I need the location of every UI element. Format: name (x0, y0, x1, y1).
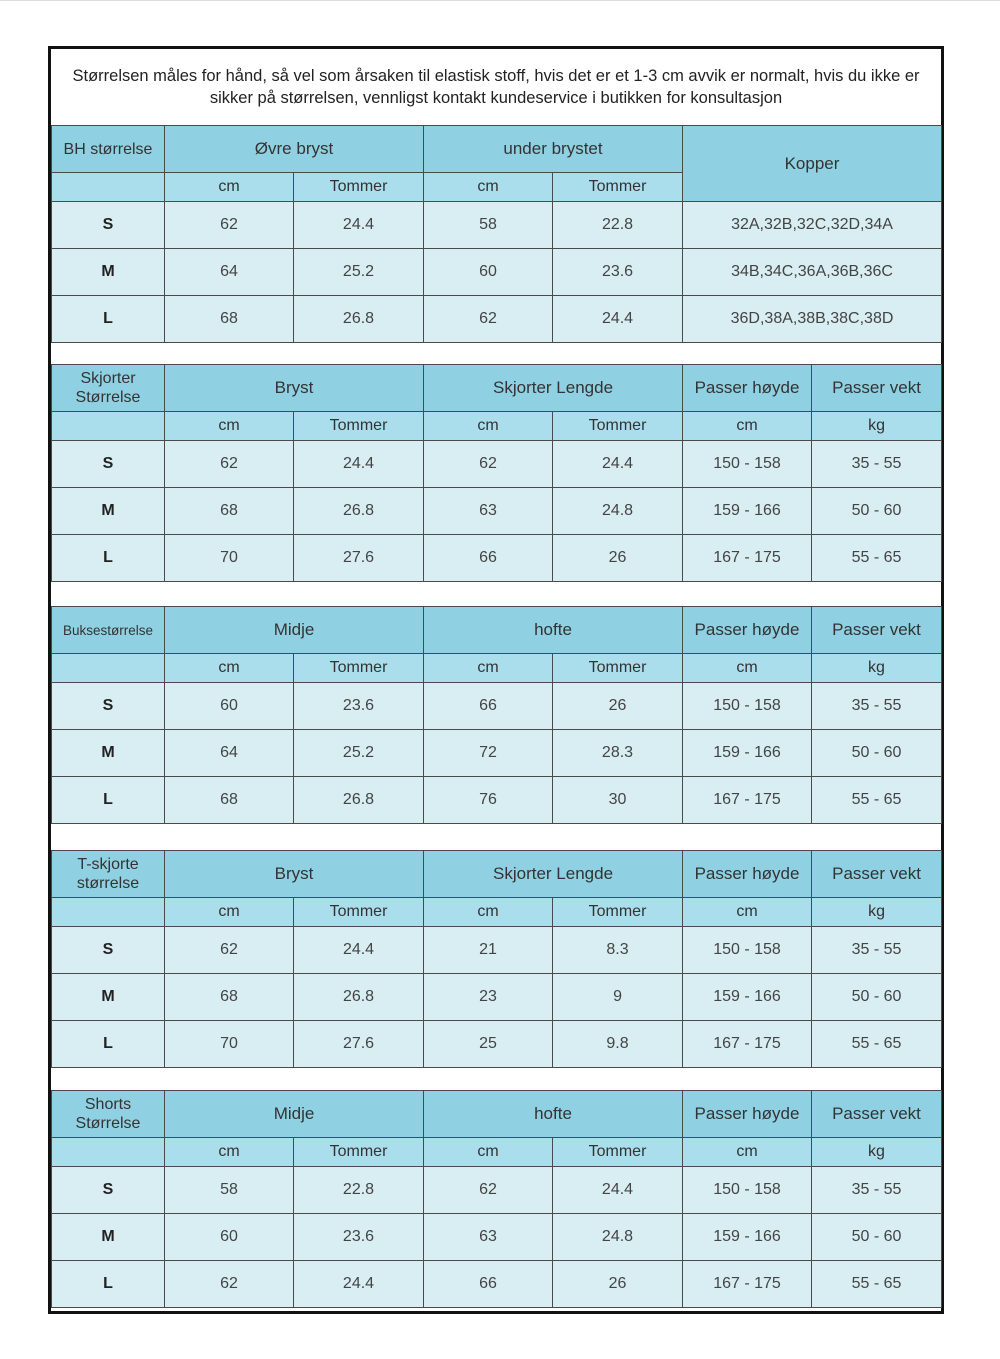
table-title: Buksestørrelse (52, 607, 165, 654)
unit-cell: kg (812, 654, 942, 683)
value-cell: 68 (165, 488, 294, 535)
unit-cell: Tommer (553, 173, 683, 202)
unit-cell: kg (812, 1138, 942, 1167)
unit-cell-blank (52, 1138, 165, 1167)
value-cell: 36D,38A,38B,38C,38D (683, 296, 942, 343)
value-cell: 23.6 (294, 1214, 424, 1261)
value-cell: 63 (424, 1214, 553, 1261)
value-cell: 150 - 158 (683, 441, 812, 488)
value-cell: 159 - 166 (683, 730, 812, 777)
column-header: Passer høyde (683, 851, 812, 898)
table-title: Skjorter Størrelse (52, 365, 165, 412)
page-edge-lines (0, 0, 1000, 48)
unit-cell: cm (165, 412, 294, 441)
value-cell: 60 (424, 249, 553, 296)
value-cell: 159 - 166 (683, 488, 812, 535)
value-cell: 68 (165, 296, 294, 343)
table-row (52, 683, 942, 730)
table-title: Shorts Størrelse (52, 1091, 165, 1138)
value-cell: 35 - 55 (812, 927, 942, 974)
table-row (52, 1167, 942, 1214)
value-cell: 27.6 (294, 1021, 424, 1068)
size-cell: L (52, 1261, 165, 1308)
column-header: Bryst (165, 851, 424, 898)
table-row (52, 296, 942, 343)
table-row (52, 927, 942, 974)
value-cell: 62 (165, 202, 294, 249)
unit-cell: cm (424, 654, 553, 683)
value-cell: 34B,34C,36A,36B,36C (683, 249, 942, 296)
size-cell: M (52, 1214, 165, 1261)
value-cell: 25 (424, 1021, 553, 1068)
value-cell: 24.8 (553, 488, 683, 535)
column-header: Skjorter Lengde (424, 851, 683, 898)
unit-cell: Tommer (294, 654, 424, 683)
value-cell: 68 (165, 974, 294, 1021)
column-header: Bryst (165, 365, 424, 412)
value-cell: 66 (424, 535, 553, 582)
size-cell: L (52, 535, 165, 582)
table-row (52, 1214, 942, 1261)
table-title: T-skjorte størrelse (52, 851, 165, 898)
size-cell: M (52, 974, 165, 1021)
unit-cell-blank (52, 412, 165, 441)
value-cell: 159 - 166 (683, 974, 812, 1021)
value-cell: 60 (165, 683, 294, 730)
value-cell: 58 (424, 202, 553, 249)
value-cell: 50 - 60 (812, 730, 942, 777)
size-cell: S (52, 202, 165, 249)
size-chart-frame (48, 46, 944, 1314)
table-row (52, 730, 942, 777)
column-header: Midje (165, 607, 424, 654)
table-row (52, 777, 942, 824)
value-cell: 62 (424, 441, 553, 488)
table-row (52, 974, 942, 1021)
table-row (52, 441, 942, 488)
value-cell: 60 (165, 1214, 294, 1261)
size-cell: S (52, 927, 165, 974)
column-header: Passer høyde (683, 1091, 812, 1138)
bra-size-table (51, 125, 942, 343)
value-cell: 167 - 175 (683, 777, 812, 824)
unit-cell: cm (683, 898, 812, 927)
value-cell: 26 (553, 535, 683, 582)
value-cell: 76 (424, 777, 553, 824)
value-cell: 24.4 (553, 441, 683, 488)
column-header: Passer høyde (683, 365, 812, 412)
column-header: Skjorter Lengde (424, 365, 683, 412)
value-cell: 9 (553, 974, 683, 1021)
unit-cell: Tommer (294, 898, 424, 927)
size-cell: L (52, 296, 165, 343)
unit-cell-blank (52, 654, 165, 683)
value-cell: 9.8 (553, 1021, 683, 1068)
value-cell: 26.8 (294, 974, 424, 1021)
column-header: Midje (165, 1091, 424, 1138)
value-cell: 30 (553, 777, 683, 824)
column-header: Passer vekt (812, 1091, 942, 1138)
value-cell: 55 - 65 (812, 1021, 942, 1068)
size-cell: L (52, 777, 165, 824)
value-cell: 8.3 (553, 927, 683, 974)
value-cell: 167 - 175 (683, 1021, 812, 1068)
value-cell: 21 (424, 927, 553, 974)
table-title: BH størrelse (52, 126, 165, 173)
table-row (52, 1261, 942, 1308)
value-cell: 159 - 166 (683, 1214, 812, 1261)
column-header: Passer vekt (812, 851, 942, 898)
unit-cell: cm (683, 654, 812, 683)
shirt-size-table (51, 364, 942, 582)
value-cell: 28.3 (553, 730, 683, 777)
value-cell: 26.8 (294, 488, 424, 535)
value-cell: 35 - 55 (812, 441, 942, 488)
value-cell: 64 (165, 249, 294, 296)
size-cell: S (52, 1167, 165, 1214)
value-cell: 70 (165, 535, 294, 582)
value-cell: 24.4 (553, 1167, 683, 1214)
column-header: Passer vekt (812, 607, 942, 654)
unit-cell: kg (812, 898, 942, 927)
table-row (52, 202, 942, 249)
value-cell: 66 (424, 1261, 553, 1308)
value-cell: 50 - 60 (812, 1214, 942, 1261)
size-cell: M (52, 730, 165, 777)
unit-cell: cm (165, 173, 294, 202)
value-cell: 64 (165, 730, 294, 777)
value-cell: 62 (165, 441, 294, 488)
column-header: Kopper (683, 126, 942, 202)
value-cell: 35 - 55 (812, 1167, 942, 1214)
size-cell: M (52, 488, 165, 535)
value-cell: 150 - 158 (683, 927, 812, 974)
unit-cell: kg (812, 412, 942, 441)
unit-cell: cm (683, 1138, 812, 1167)
column-header: Øvre bryst (165, 126, 424, 173)
value-cell: 55 - 65 (812, 777, 942, 824)
column-header: Passer høyde (683, 607, 812, 654)
column-header: under brystet (424, 126, 683, 173)
value-cell: 62 (165, 1261, 294, 1308)
unit-cell: cm (165, 654, 294, 683)
value-cell: 70 (165, 1021, 294, 1068)
unit-cell: cm (424, 898, 553, 927)
size-cell: L (52, 1021, 165, 1068)
value-cell: 50 - 60 (812, 974, 942, 1021)
unit-cell: Tommer (553, 654, 683, 683)
value-cell: 25.2 (294, 730, 424, 777)
table-row (52, 1021, 942, 1068)
unit-cell-blank (52, 173, 165, 202)
value-cell: 55 - 65 (812, 535, 942, 582)
tshirt-size-table (51, 850, 942, 1068)
table-row (52, 535, 942, 582)
unit-cell: cm (683, 412, 812, 441)
value-cell: 24.4 (294, 441, 424, 488)
unit-cell: cm (424, 1138, 553, 1167)
size-cell: S (52, 441, 165, 488)
value-cell: 58 (165, 1167, 294, 1214)
value-cell: 66 (424, 683, 553, 730)
value-cell: 68 (165, 777, 294, 824)
value-cell: 23.6 (294, 683, 424, 730)
column-header: hofte (424, 1091, 683, 1138)
column-header: hofte (424, 607, 683, 654)
size-notice: Størrelsen måles for hånd, så vel som årsaken til elastisk stoff, hvis det er et 1-3 cm avvik er normalt, hvis du ikke er sikker på størrelsen, vennligst kontakt kundeservice i butikken for konsultasjon (72, 67, 920, 107)
value-cell: 150 - 158 (683, 683, 812, 730)
table-row (52, 488, 942, 535)
unit-cell: Tommer (553, 898, 683, 927)
value-cell: 26.8 (294, 777, 424, 824)
value-cell: 62 (424, 1167, 553, 1214)
value-cell: 35 - 55 (812, 683, 942, 730)
unit-cell: Tommer (294, 1138, 424, 1167)
value-cell: 24.4 (294, 1261, 424, 1308)
unit-cell: cm (165, 1138, 294, 1167)
unit-cell: Tommer (553, 412, 683, 441)
value-cell: 26.8 (294, 296, 424, 343)
value-cell: 23.6 (553, 249, 683, 296)
value-cell: 22.8 (294, 1167, 424, 1214)
size-cell: S (52, 683, 165, 730)
value-cell: 62 (424, 296, 553, 343)
value-cell: 26 (553, 683, 683, 730)
unit-cell-blank (52, 898, 165, 927)
value-cell: 24.4 (553, 296, 683, 343)
value-cell: 167 - 175 (683, 1261, 812, 1308)
value-cell: 32A,32B,32C,32D,34A (683, 202, 942, 249)
table-row (52, 249, 942, 296)
value-cell: 25.2 (294, 249, 424, 296)
value-cell: 24.4 (294, 202, 424, 249)
column-header: Passer vekt (812, 365, 942, 412)
value-cell: 63 (424, 488, 553, 535)
value-cell: 23 (424, 974, 553, 1021)
size-cell: M (52, 249, 165, 296)
value-cell: 50 - 60 (812, 488, 942, 535)
value-cell: 72 (424, 730, 553, 777)
value-cell: 26 (553, 1261, 683, 1308)
unit-cell: Tommer (294, 412, 424, 441)
value-cell: 62 (165, 927, 294, 974)
pants-size-table (51, 606, 942, 824)
unit-cell: Tommer (294, 173, 424, 202)
value-cell: 24.4 (294, 927, 424, 974)
unit-cell: Tommer (553, 1138, 683, 1167)
value-cell: 27.6 (294, 535, 424, 582)
value-cell: 22.8 (553, 202, 683, 249)
unit-cell: cm (424, 412, 553, 441)
unit-cell: cm (424, 173, 553, 202)
unit-cell: cm (165, 898, 294, 927)
value-cell: 55 - 65 (812, 1261, 942, 1308)
shorts-size-table (51, 1090, 942, 1308)
value-cell: 150 - 158 (683, 1167, 812, 1214)
value-cell: 24.8 (553, 1214, 683, 1261)
value-cell: 167 - 175 (683, 535, 812, 582)
